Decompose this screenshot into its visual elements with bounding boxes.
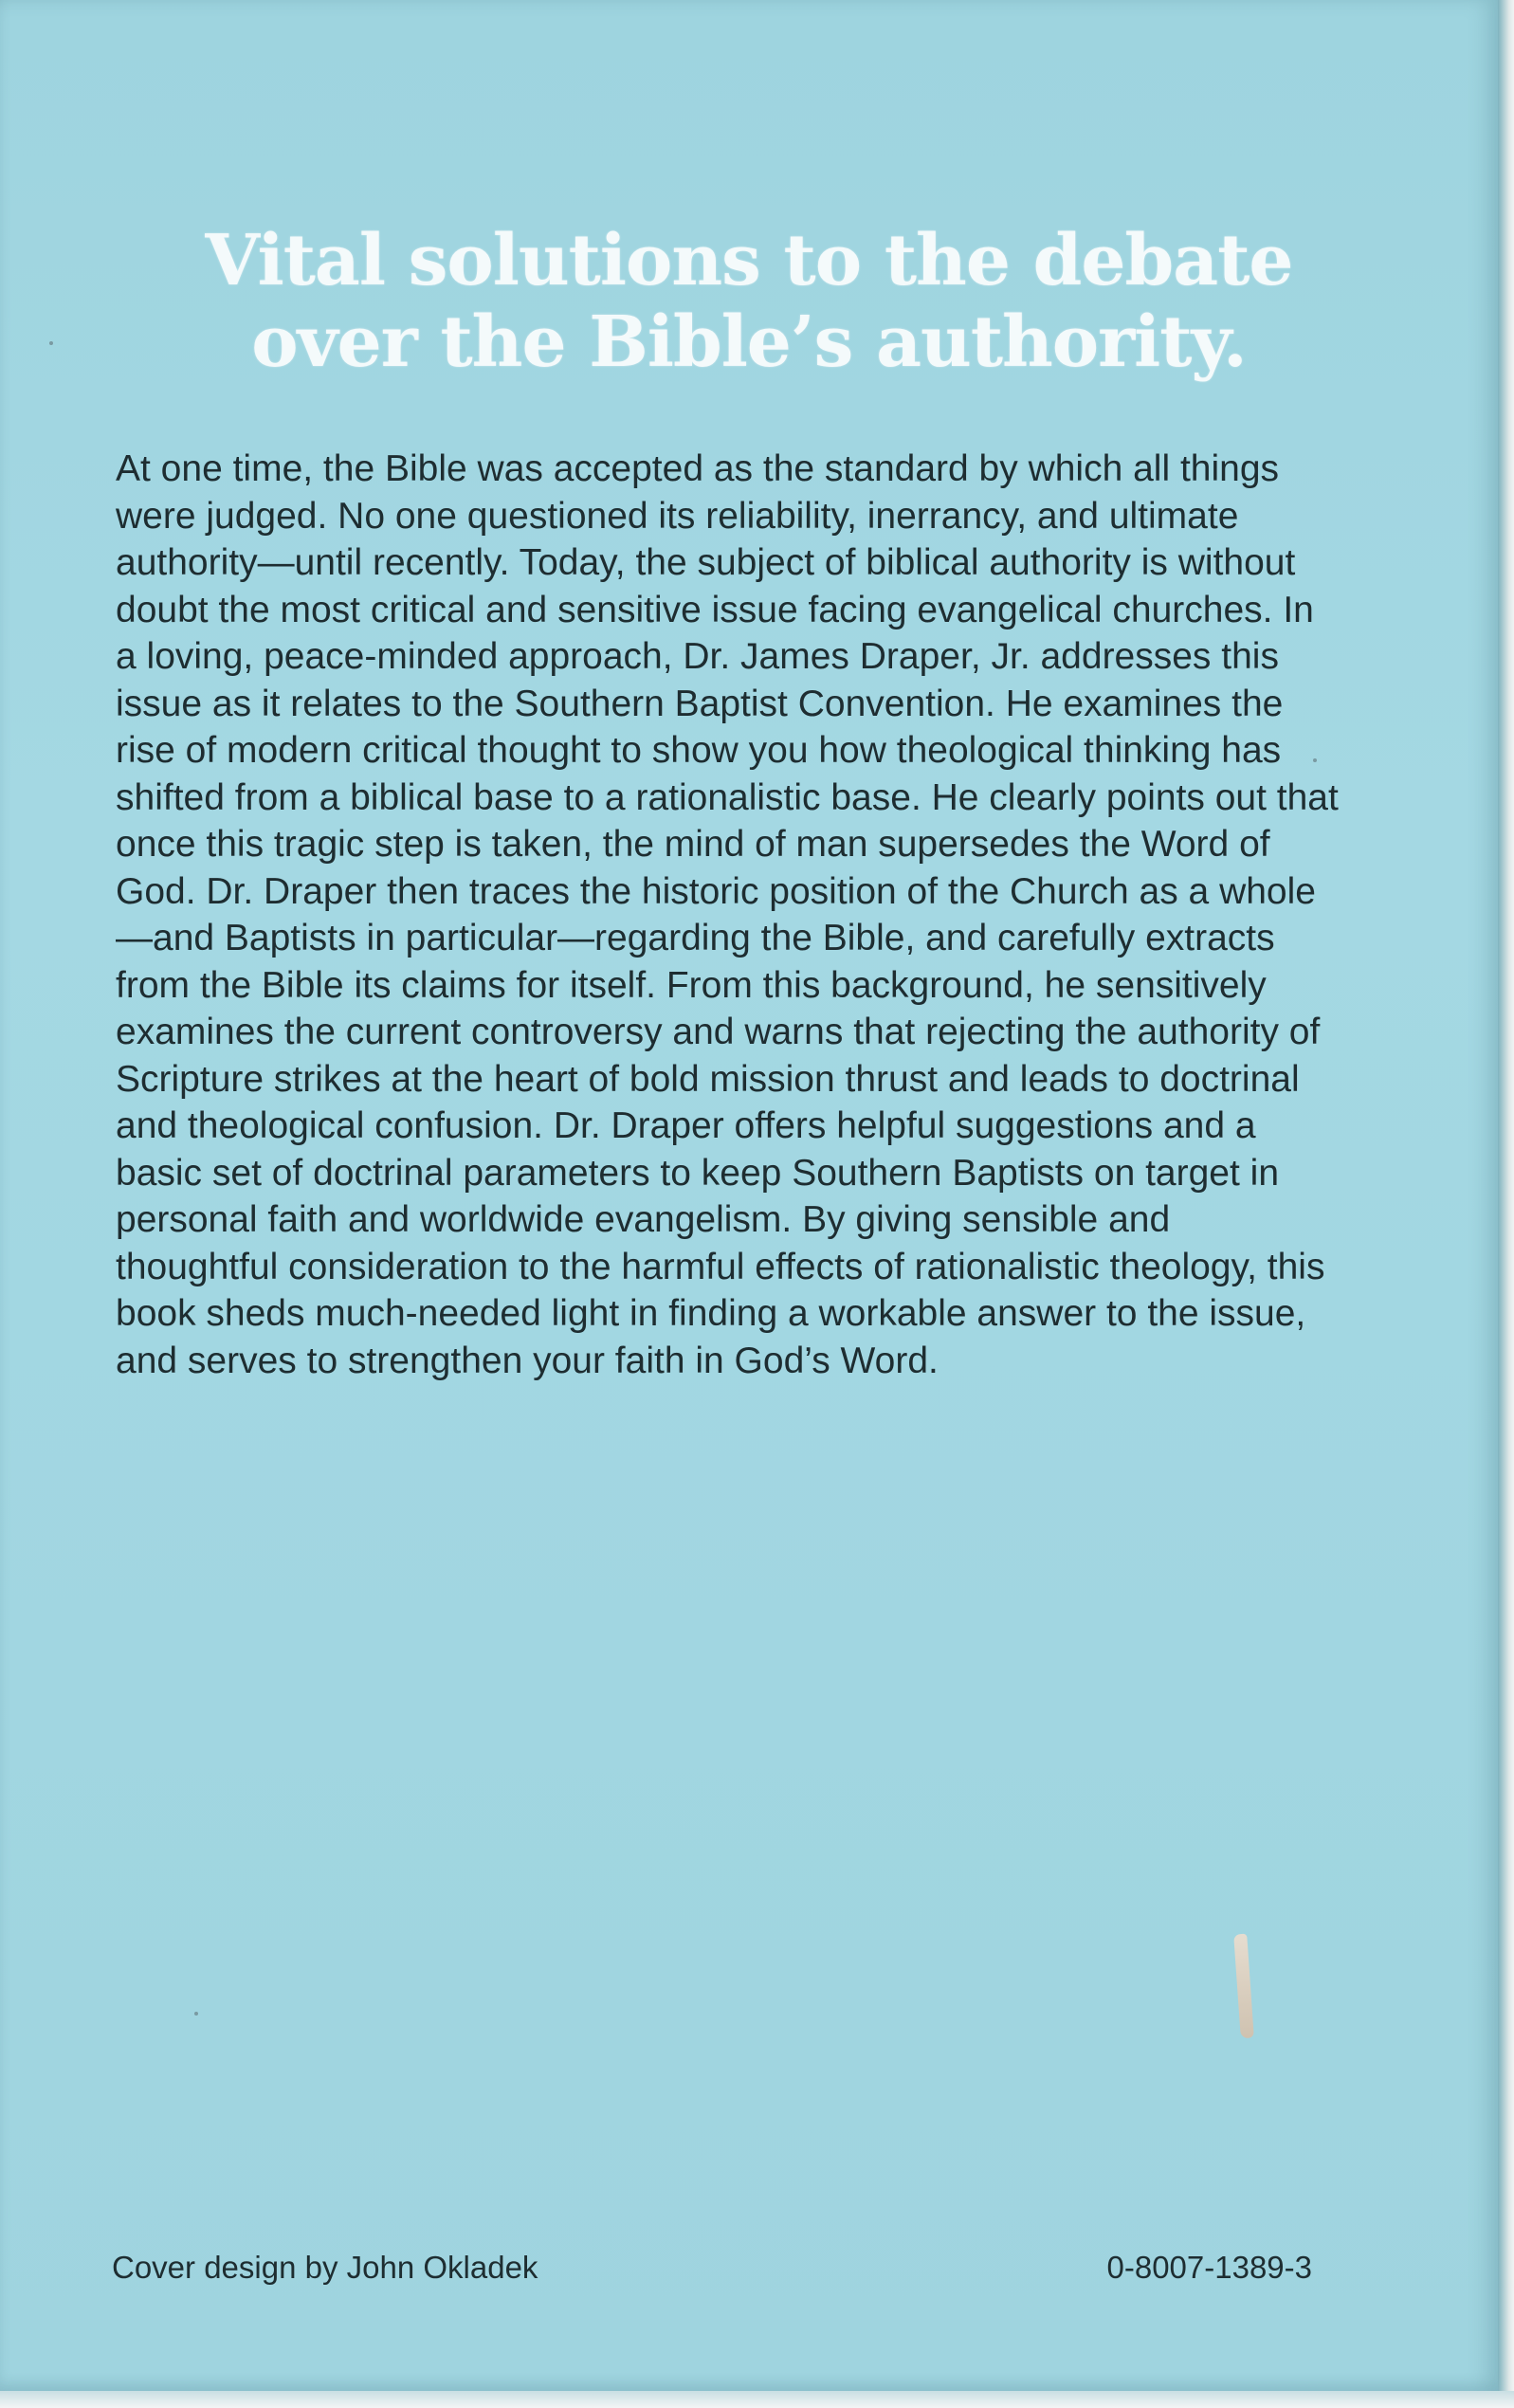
page-edge (1498, 0, 1514, 2408)
dust-speck (194, 2012, 198, 2016)
book-description: At one time, the Bible was accepted as the standard by which all things were judged. No one questioned its reliability, inerrancy, and ultimate authority—until recently. Today, the subject of biblical authority is without doubt the most critical and sensitive issue facing evangelical churches. In a loving, peace-minded approach, Dr. James Draper, Jr. addresses this issue as it relates to the Southern Baptist Convention. He examines the rise of modern critical thought to show you how theological thinking has shifted from a biblical base to a rationalistic base. He clearly points out that once this tragic step is taken, the mind of man supersedes the Word of God. Dr. Draper then traces the historic position of the Church as a whole—and Baptists in particular—regarding the Bible, and carefully extracts from the Bible its claims for itself. From this background, he sensitively examines the current controversy and warns that rejecting the authority of Scripture strikes at the heart of bold mission thrust and leads to doctrinal and theological confusion. Dr. Draper offers helpful suggestions and a basic set of doctrinal parameters to keep Southern Baptists on target in personal faith and worldwide evangelism. By giving sensible and thoughtful consideration to the harmful effects of rationalistic theology, this book sheds much-needed light in finding a workable answer to the issue, and serves to strengthen your faith in God’s Word. (116, 448, 1339, 1381)
headline-line-2: over the Bible’s authority. (251, 301, 1247, 383)
bottom-page-edge (0, 2391, 1514, 2408)
headline-line-1: Vital solutions to the debate (205, 220, 1293, 301)
dust-speck (1313, 758, 1317, 762)
cover-design-credit: Cover design by John Okladek (112, 2250, 538, 2285)
isbn-number: 0-8007-1389-3 (1106, 2250, 1312, 2285)
cover-tear-mark (1233, 1934, 1254, 2039)
headline (0, 220, 1498, 383)
dust-speck (49, 341, 53, 345)
